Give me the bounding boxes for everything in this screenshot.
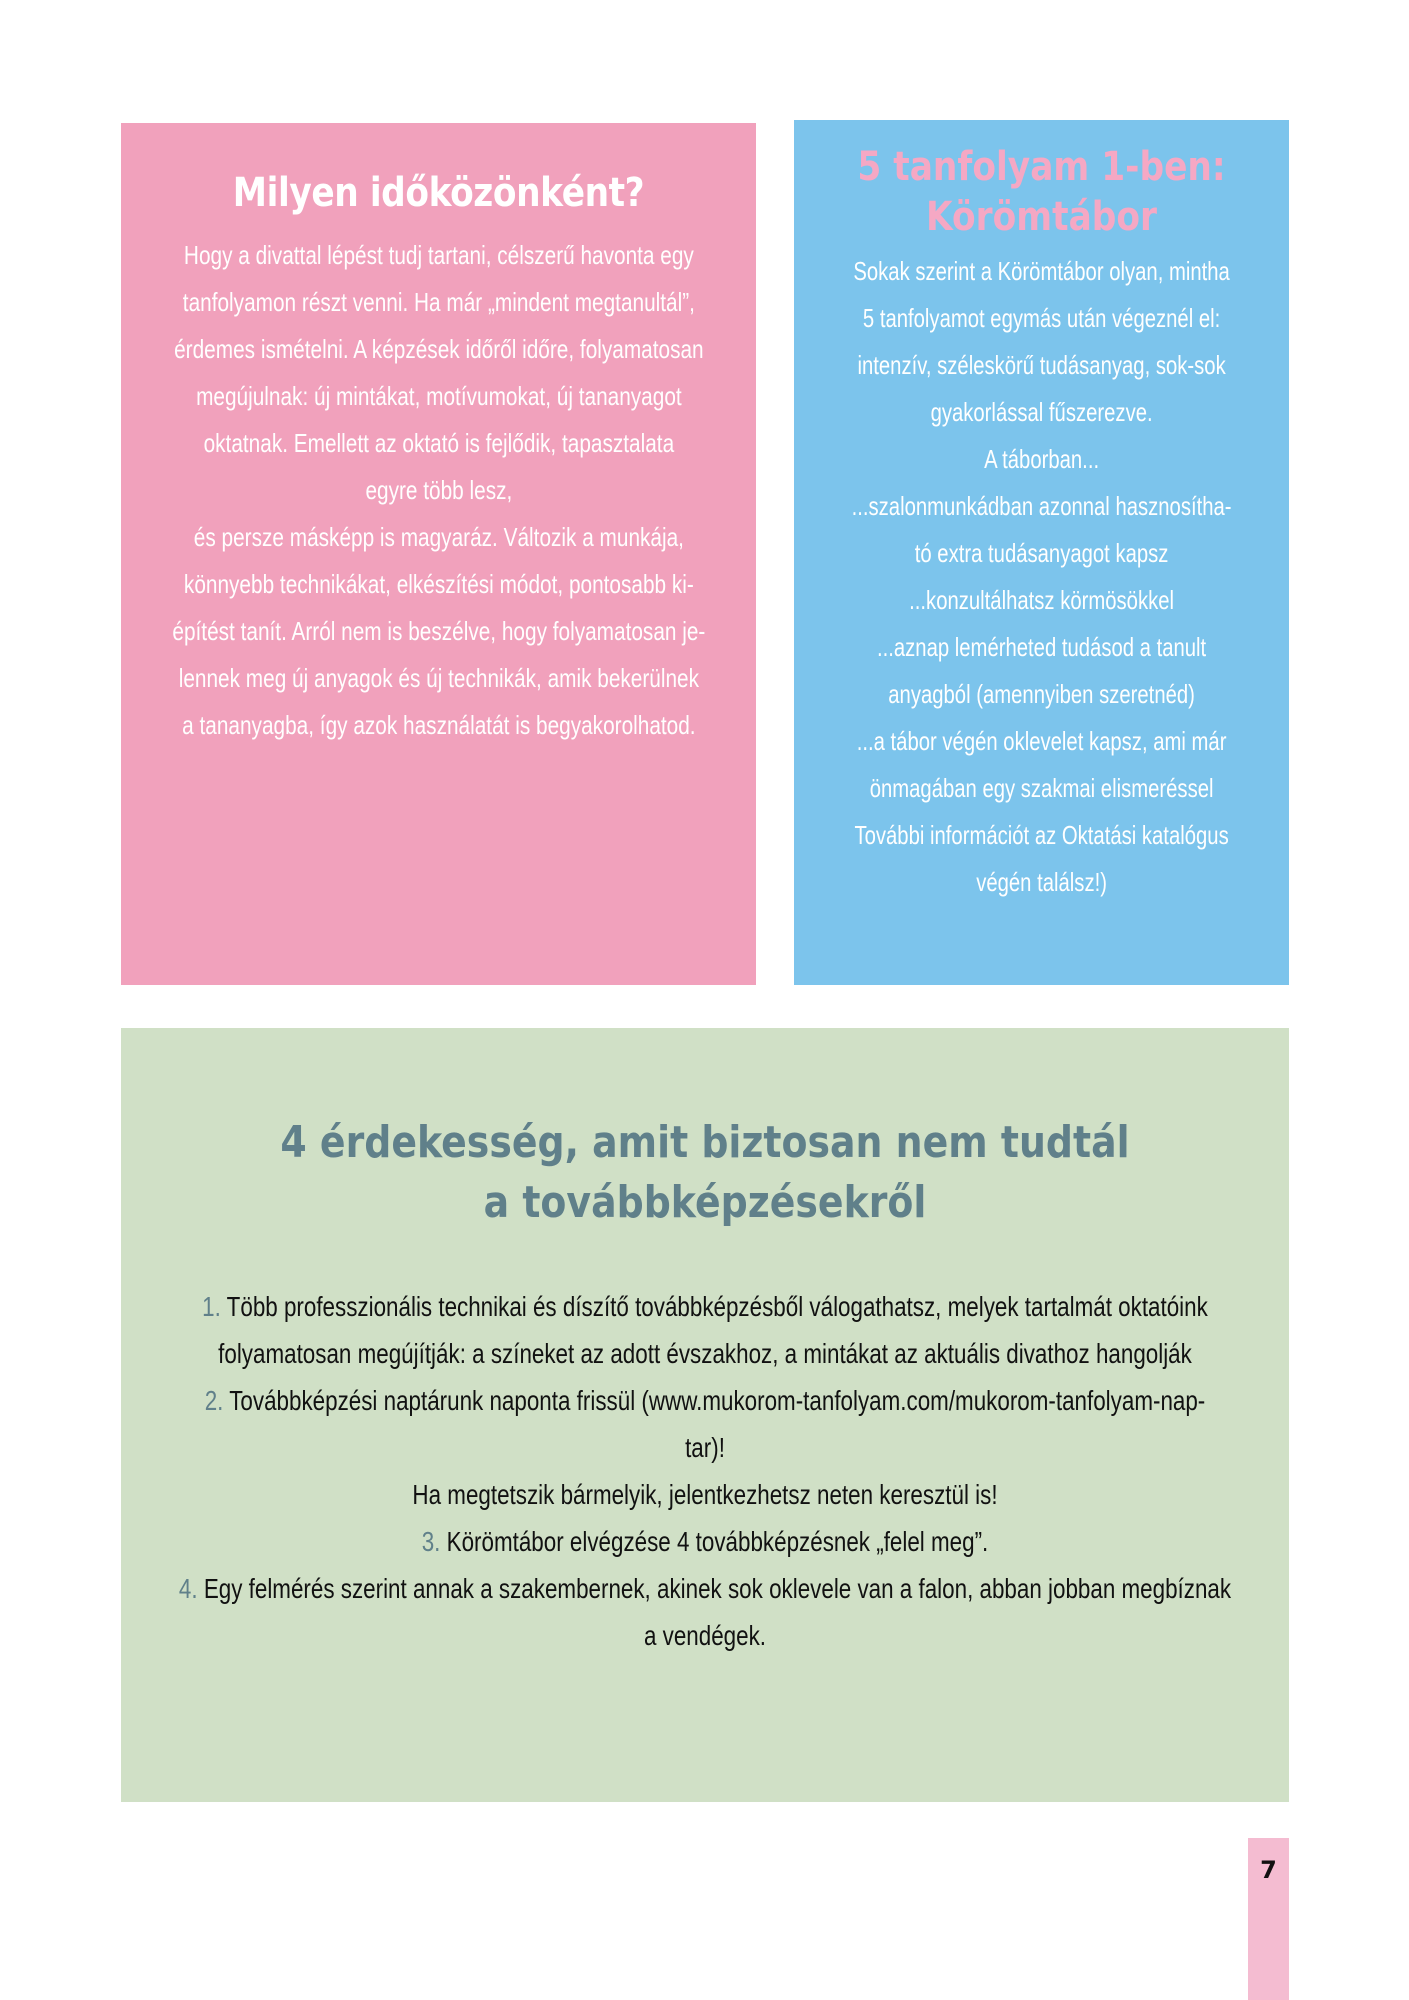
text-line: egyre több lesz, — [365, 475, 512, 505]
list-item — [161, 1283, 1249, 1330]
facts-card-title-line: a továbbképzésekről — [483, 1177, 927, 1228]
facts-list — [161, 1283, 1249, 1659]
text-line: ...szalonmunkádban azonnal hasznosítha- — [851, 491, 1232, 521]
text-line: tanfolyamon részt venni. Ha már „mindent megtanultál”, — [182, 287, 695, 317]
text-line: 5 tanfolyamot egymás után végeznél el: — [862, 303, 1221, 333]
text-line: könnyebb technikákat, elkészítési módot, pontosabb ki- — [183, 569, 694, 599]
list-item-continuation: folyamatosan megújítják: a színeket az adott évszakhoz, a mintákat az aktuális divathoz hangolják — [218, 1338, 1192, 1369]
list-item-number: 4. — [178, 1573, 198, 1604]
list-item-text: Egy felmérés szerint annak a szakembernek, akinek sok oklevele van a falon, abban jobban megbíznak — [197, 1573, 1232, 1604]
list-item-number: 2. — [204, 1385, 224, 1416]
interval-card-title: Milyen időközönként? — [232, 170, 645, 216]
text-line: megújulnak: új mintákat, motívumokat, új tananyagot — [195, 381, 682, 411]
facts-card-title-line: 4 érdekesség, amit biztosan nem tudtál — [280, 1117, 1130, 1168]
text-line: A táborban... — [983, 444, 1100, 474]
camp-card — [794, 120, 1289, 985]
list-item-text: Körömtábor elvégzése 4 továbbképzésnek „felel meg”. — [440, 1526, 989, 1557]
camp-card-title-line: Körömtábor — [925, 194, 1158, 240]
interval-card — [121, 123, 756, 985]
text-line: tó extra tudásanyagot kapsz — [914, 538, 1169, 568]
list-item — [161, 1565, 1249, 1612]
list-item — [161, 1377, 1249, 1424]
list-item-continuation: Ha megtetszik bármelyik, jelentkezhetsz neten keresztül is! — [412, 1479, 998, 1510]
list-item-text: Több professzionális technikai és díszítő továbbképzésből válogathatsz, melyek tartalmát oktatóink — [220, 1291, 1208, 1322]
facts-card — [121, 1028, 1289, 1802]
list-item-number: 3. — [421, 1526, 441, 1557]
text-line: oktatnak. Emellett az oktató is fejlődik, tapasztalata — [203, 428, 674, 458]
text-line: építést tanít. Arról nem is beszélve, hogy folyamatosan je- — [172, 616, 705, 646]
facts-card-title — [237, 1113, 1173, 1233]
page-number-tab — [1248, 1838, 1289, 2000]
text-line: gyakorlással fűszerezve. — [930, 397, 1153, 427]
page-number: 7 — [1260, 1856, 1277, 1884]
text-line: végén találsz!) — [976, 867, 1107, 897]
list-item-continuation: tar)! — [685, 1432, 725, 1463]
text-line: ...konzultálhatsz körmösökkel — [909, 585, 1174, 615]
list-item-text: Továbbképzési naptárunk naponta frissül (www.mukorom-tanfolyam.com/mukorom-tanfolyam-nap- — [223, 1385, 1206, 1416]
text-line: ...a tábor végén oklevelet kapsz, ami már — [856, 726, 1227, 756]
camp-card-title — [842, 142, 1242, 242]
text-line: és persze másképp is magyaráz. Változik a munkája, — [193, 522, 684, 552]
text-line: lennek meg új anyagok és új technikák, amik bekerülnek — [178, 663, 699, 693]
camp-card-title-line: 5 tanfolyam 1-ben: — [857, 144, 1226, 190]
list-item — [161, 1518, 1249, 1565]
text-line: További információt az Oktatási katalógus — [854, 820, 1229, 850]
text-line: érdemes ismételni. A képzések időről időre, folyamatosan — [173, 334, 704, 364]
interval-card-text — [141, 232, 736, 749]
text-line: Hogy a divattal lépést tudj tartani, célszerű havonta egy — [183, 240, 694, 270]
text-line: anyagból (amennyiben szeretnéd) — [888, 679, 1195, 709]
text-line: Sokak szerint a Körömtábor olyan, mintha — [853, 256, 1230, 286]
text-line: a tananyagba, így azok használatát is begyakorolhatod. — [181, 710, 696, 740]
list-item-continuation: a vendégek. — [643, 1620, 767, 1651]
text-line: intenzív, széleskörű tudásanyag, sok-sok — [857, 350, 1226, 380]
camp-card-text — [809, 248, 1273, 906]
text-line: önmagában egy szakmai elismeréssel — [869, 773, 1214, 803]
text-line: ...aznap lemérheted tudásod a tanult — [876, 632, 1207, 662]
list-item-number: 1. — [202, 1291, 221, 1322]
